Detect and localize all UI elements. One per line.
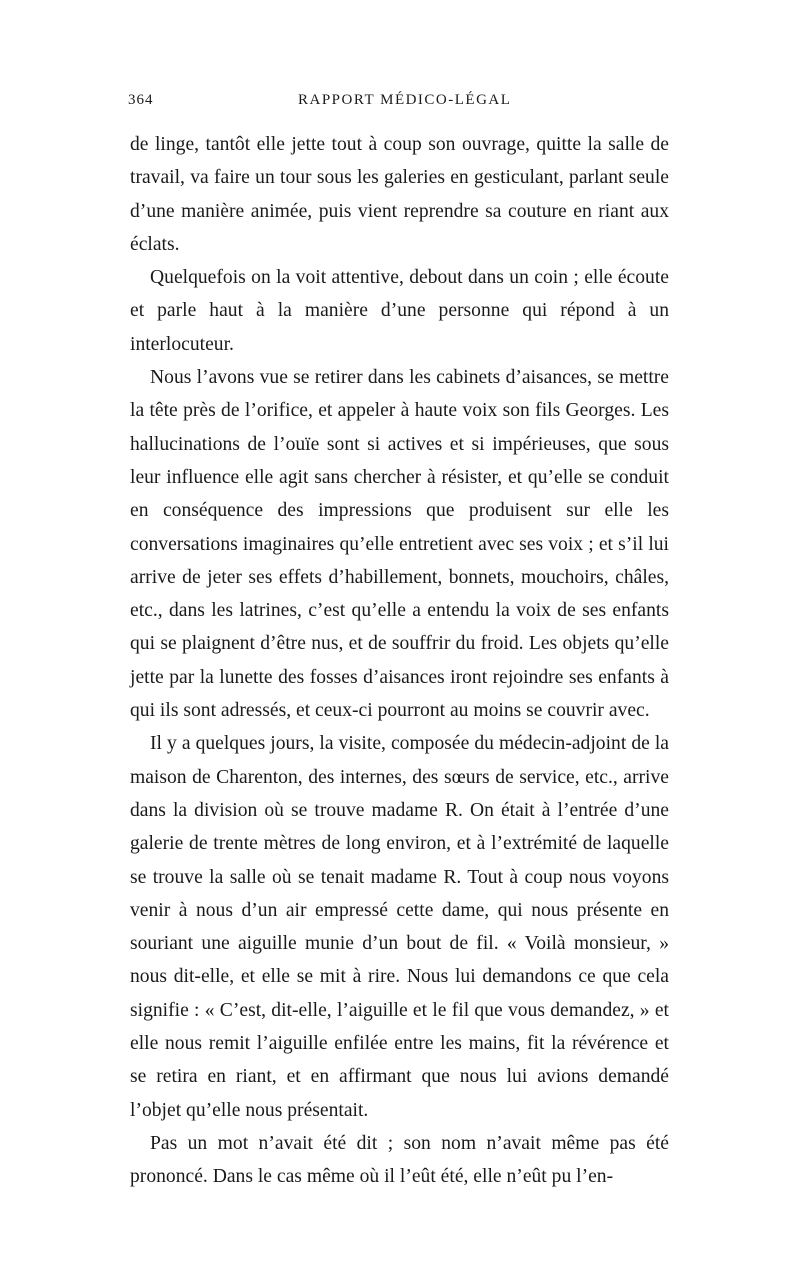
body-text (130, 128, 669, 1194)
page-header (128, 92, 668, 114)
paragraph: Nous l’avons vue se retirer dans les cabinets d’aisances, se mettre la tête près de l’orifice, et appeler à haute voix son fils Georges. Les hallucinations de l’ouïe sont si actives et si impérieuses, que sous leur influence elle agit sans chercher à résister, et qu’elle se conduit en conséquence des impressions que produisent sur elle les conversations imaginaires qu’elle entretient avec ses voix ; et s’il lui arrive de jeter ses effets d’habillement, bonnets, mouchoirs, châles, etc., dans les latrines, c’est qu’elle a entendu la voix de ses enfants qui se plaignent d’être nus, et de souffrir du froid. Les objets qu’elle jette par la lunette des fosses d’aisances iront rejoindre ses enfants à qui ils sont adressés, et ceux-ci pourront au moins se couvrir avec. (130, 367, 669, 722)
paragraph-last: Pas un mot n’avait été dit ; son nom n’avait même pas été prononcé. Dans le cas même où il l’eût été, elle n’eût pu l’en- (130, 1132, 669, 1188)
paragraph: Quelquefois on la voit attentive, debout dans un coin ; elle écoute et parle haut à la manière d’une personne qui répond à un interlocuteur. (130, 267, 669, 355)
paragraph-continued: de linge, tantôt elle jette tout à coup son ouvrage, quitte la salle de travail, va faire un tour sous les galeries en gesticulant, parlant seule d’une manière animée, puis vient reprendre sa couture en riant aux éclats. (130, 134, 669, 255)
page-number: 364 (128, 92, 154, 108)
paragraph: Il y a quelques jours, la visite, composée du médecin-adjoint de la maison de Charenton, des internes, des sœurs de service, etc., arrive dans la division où se trouve madame R. On était à l’entrée d’une galerie de trente mètres de long environ, et à l’extrémité de laquelle se trouve la salle où se tenait madame R. Tout à coup nous voyons venir à nous d’un air empressé cette dame, qui nous présente en souriant une aiguille munie d’un bout de fil. « Voilà monsieur, » nous dit-elle, et elle se mit à rire. Nous lui demandons ce que cela signifie : « C’est, dit-elle, l’aiguille et le fil que vous demandez, » et elle nous remit l’aiguille enfilée entre les mains, fit la révérence et se retira en riant, et en affirmant que nous lui avions demandé l’objet qu’elle nous présentait. (130, 733, 669, 1121)
running-title: RAPPORT MÉDICO-LÉGAL (298, 92, 512, 108)
